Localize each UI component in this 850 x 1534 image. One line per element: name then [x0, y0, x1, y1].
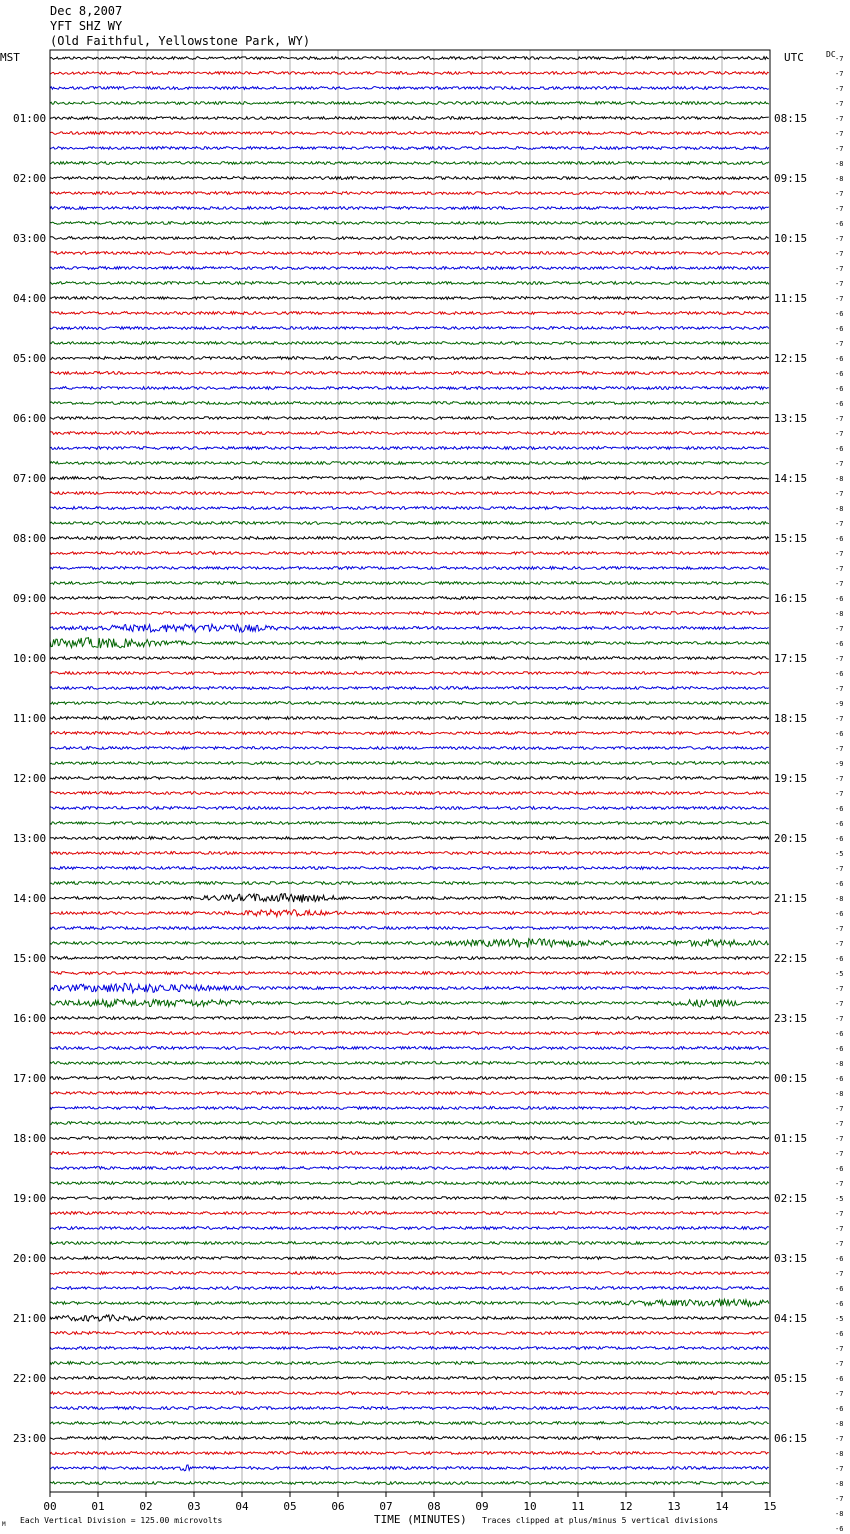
utc-label: UTC	[784, 51, 804, 64]
dc-offset-value: -7	[835, 685, 844, 693]
trace-row	[50, 1152, 769, 1155]
trace-row	[50, 777, 769, 780]
dc-offset-value: -6	[835, 1405, 844, 1413]
dc-offset-value: -6	[835, 1165, 844, 1173]
dc-offset-value: -7	[835, 460, 844, 468]
dc-offset-value: -6	[835, 1300, 844, 1308]
plot-frame	[50, 50, 770, 1492]
mst-hour-label: 11:00	[13, 712, 47, 725]
utc-hour-label: 00:15	[774, 1072, 808, 1085]
trace-row	[50, 507, 769, 510]
dc-offset-value: -7	[835, 145, 844, 153]
utc-hour-label: 09:15	[774, 172, 808, 185]
dc-offset-value: -7	[835, 625, 844, 633]
mst-hour-label: 06:00	[13, 412, 47, 425]
utc-hour-label: 21:15	[774, 892, 808, 905]
dc-offset-value: -5	[835, 1195, 844, 1203]
mst-hour-label: 16:00	[13, 1012, 47, 1025]
x-tick-label: 05	[283, 1500, 297, 1513]
dc-offset-value: -6	[835, 670, 844, 678]
mst-hour-label: 17:00	[13, 1072, 47, 1085]
dc-offset-value: -7	[835, 1345, 844, 1353]
dc-offset-value: -7	[835, 865, 844, 873]
dc-offset-value: -7	[835, 565, 844, 573]
trace-row	[50, 867, 769, 870]
dc-offset-value: -7	[835, 100, 844, 108]
dc-offset-value: -7	[835, 925, 844, 933]
dc-offset-value: -8	[835, 1420, 844, 1428]
mst-hour-label: 02:00	[13, 172, 47, 185]
trace-row	[50, 1299, 769, 1306]
trace-row	[50, 1062, 769, 1065]
mst-hour-label: 05:00	[13, 352, 47, 365]
utc-hour-labels	[774, 112, 807, 1445]
trace-row	[50, 983, 769, 992]
dc-offset-value: -6	[835, 535, 844, 543]
dc-offset-value: -7	[835, 265, 844, 273]
trace-row	[50, 462, 769, 465]
trace-row	[50, 807, 769, 810]
trace-row	[50, 372, 769, 375]
utc-hour-label: 17:15	[774, 652, 808, 665]
mst-hour-label: 09:00	[13, 592, 47, 605]
dc-offset-value: -9	[835, 760, 844, 768]
dc-offset-value: -7	[835, 550, 844, 558]
dc-offset-value: -7	[835, 1360, 844, 1368]
trace-row	[50, 1092, 769, 1095]
dc-offset-value: -8	[835, 475, 844, 483]
dc-offset-value: -6	[835, 385, 844, 393]
dc-offset-value: -7	[835, 1390, 844, 1398]
trace-row	[50, 297, 769, 300]
mst-hour-labels	[13, 112, 46, 1445]
trace-row	[50, 1182, 769, 1185]
dc-offset-value: -7	[835, 1270, 844, 1278]
x-tick-label: 15	[763, 1500, 777, 1513]
dc-offset-value: -7	[835, 190, 844, 198]
x-tick-label: 00	[43, 1500, 57, 1513]
mst-hour-label: 15:00	[13, 952, 47, 965]
mst-hour-label: 04:00	[13, 292, 47, 305]
trace-row	[50, 1362, 769, 1365]
trace-row	[50, 582, 769, 585]
trace-row	[50, 282, 769, 285]
dc-offset-value: -7	[835, 130, 844, 138]
dc-offset-value: -5	[835, 850, 844, 858]
trace-row	[50, 192, 769, 195]
dc-offset-value: -5	[835, 970, 844, 978]
dc-offset-value: -6	[835, 325, 844, 333]
trace-row	[50, 612, 769, 615]
dc-offset-value: -7	[835, 415, 844, 423]
dc-offset-value: -6	[835, 310, 844, 318]
dc-offset-value: -7	[835, 1240, 844, 1248]
dc-offset-value: -7	[835, 520, 844, 528]
trace-row	[50, 1422, 769, 1425]
utc-hour-label: 19:15	[774, 772, 808, 785]
dc-offset-value: -7	[835, 1210, 844, 1218]
vertical-gridlines	[98, 50, 722, 1492]
trace-row	[50, 1137, 769, 1140]
x-axis-label: TIME (MINUTES)	[374, 1513, 467, 1526]
dc-offset-value: -8	[835, 895, 844, 903]
trace-row	[50, 402, 769, 405]
utc-hour-label: 06:15	[774, 1432, 808, 1445]
dc-offset-value: -7	[835, 985, 844, 993]
dc-offset-value: -6	[835, 1375, 844, 1383]
dc-offset-value: -6	[835, 835, 844, 843]
dc-offset-value: -7	[835, 775, 844, 783]
utc-hour-label: 16:15	[774, 592, 808, 605]
dc-offset-value: -8	[835, 1510, 844, 1518]
trace-row	[50, 882, 769, 885]
trace-row	[50, 910, 769, 917]
dc-offset-value: -6	[835, 595, 844, 603]
dc-offset-value: -6	[835, 820, 844, 828]
trace-row	[50, 492, 769, 495]
utc-hour-label: 23:15	[774, 1012, 808, 1025]
dc-offset-value: -6	[835, 1045, 844, 1053]
utc-hour-label: 05:15	[774, 1372, 808, 1385]
trace-row	[50, 972, 769, 975]
trace-row	[50, 177, 769, 180]
trace-row	[50, 1437, 769, 1440]
trace-row	[50, 1227, 769, 1230]
dc-offset-value: -7	[835, 1150, 844, 1158]
utc-hour-label: 15:15	[774, 532, 808, 545]
dc-offset-value: -9	[835, 700, 844, 708]
mst-hour-label: 08:00	[13, 532, 47, 545]
trace-row	[50, 447, 769, 450]
x-tick-label: 03	[187, 1500, 201, 1513]
dc-offset-value: -7	[835, 940, 844, 948]
scale-note: Each Vertical Division = 125.00 microvolts	[20, 1516, 223, 1525]
dc-offset-value: -7	[835, 115, 844, 123]
utc-hour-label: 03:15	[774, 1252, 808, 1265]
trace-row	[50, 312, 769, 315]
trace-row	[50, 1122, 769, 1125]
utc-hour-label: 11:15	[774, 292, 808, 305]
dc-offset-value: -6	[835, 880, 844, 888]
mst-hour-label: 03:00	[13, 232, 47, 245]
trace-row	[50, 717, 769, 720]
dc-offset-value: -7	[835, 85, 844, 93]
mst-hour-label: 21:00	[13, 1312, 47, 1325]
dc-offset-value: -6	[835, 370, 844, 378]
trace-row	[50, 552, 769, 555]
trace-row	[50, 894, 769, 903]
trace-row	[50, 687, 769, 690]
trace-row	[50, 852, 769, 855]
trace-row	[50, 957, 769, 960]
x-tick-label: 13	[667, 1500, 681, 1513]
trace-row	[50, 207, 769, 210]
trace-row	[50, 1452, 769, 1455]
trace-row	[50, 732, 769, 735]
dc-offset-value: -6	[835, 910, 844, 918]
x-tick-label: 08	[427, 1500, 441, 1513]
trace-row	[50, 162, 769, 165]
dc-offset-value: -6	[835, 1255, 844, 1263]
dc-offset-value: -8	[835, 1060, 844, 1068]
trace-row	[50, 1047, 769, 1050]
x-tick-label: 07	[379, 1500, 393, 1513]
trace-row	[50, 1197, 769, 1200]
trace-row	[50, 1465, 769, 1471]
mst-hour-label: 23:00	[13, 1432, 47, 1445]
trace-row	[50, 252, 769, 255]
trace-row	[50, 822, 769, 825]
station-code: YFT SHZ WY	[50, 19, 123, 33]
trace-row	[50, 939, 769, 948]
dc-offset-value: -6	[835, 400, 844, 408]
dc-offset-value: -6	[835, 640, 844, 648]
dc-offset-value: -7	[835, 1015, 844, 1023]
trace-row	[50, 237, 769, 240]
trace-row	[50, 102, 769, 105]
trace-row	[50, 1242, 769, 1245]
trace-row	[50, 477, 769, 480]
x-tick-label: 04	[235, 1500, 249, 1513]
trace-row	[50, 87, 769, 90]
dc-offset-value: -7	[835, 70, 844, 78]
dc-offset-value: -7	[835, 340, 844, 348]
station-location: (Old Faithful, Yellowstone Park, WY)	[50, 34, 311, 48]
dc-offset-value: -7	[835, 1465, 844, 1473]
dc-offset-value: -6	[835, 1285, 844, 1293]
utc-hour-label: 18:15	[774, 712, 808, 725]
trace-row	[50, 357, 769, 360]
trace-row	[50, 1377, 769, 1380]
trace-row	[50, 1407, 769, 1410]
clip-note: Traces clipped at plus/minus 5 vertical divisions	[482, 1516, 719, 1525]
dc-offset-value: -7	[835, 790, 844, 798]
trace-row	[50, 1315, 769, 1321]
utc-hour-label: 22:15	[774, 952, 808, 965]
trace-row	[50, 1107, 769, 1110]
x-tick-label: 09	[475, 1500, 489, 1513]
dc-offset-value: -8	[835, 610, 844, 618]
trace-row	[50, 672, 769, 675]
dc-offset-value: -5	[835, 1315, 844, 1323]
dc-offset-value: -6	[835, 730, 844, 738]
trace-row	[50, 222, 769, 225]
trace-row	[50, 327, 769, 330]
dc-offset-value: -8	[835, 1450, 844, 1458]
trace-row	[50, 537, 769, 540]
x-tick-label: 12	[619, 1500, 633, 1513]
trace-row	[50, 1392, 769, 1395]
trace-row	[50, 132, 769, 135]
plot-date: Dec 8,2007	[50, 4, 123, 18]
trace-row	[50, 624, 769, 632]
mst-hour-label: 19:00	[13, 1192, 47, 1205]
trace-row	[50, 1032, 769, 1035]
dc-offset-value: -8	[835, 160, 844, 168]
dc-offset-value: -6	[835, 805, 844, 813]
dc-offset-value: -7	[835, 1180, 844, 1188]
trace-row	[50, 927, 769, 930]
dc-offset-value: -7	[835, 655, 844, 663]
trace-row	[50, 1212, 769, 1215]
dc-offset-value: -6	[835, 355, 844, 363]
dc-offset-value: -6	[835, 220, 844, 228]
trace-row	[50, 57, 769, 60]
trace-row	[50, 638, 769, 649]
mst-label: MST	[0, 51, 20, 64]
x-tick-label: 06	[331, 1500, 345, 1513]
corner-mark: M	[2, 1521, 6, 1528]
dc-offset-value: -7	[835, 580, 844, 588]
x-tick-label: 10	[523, 1500, 537, 1513]
x-tick-label: 02	[139, 1500, 153, 1513]
dc-offset-value: -8	[835, 1090, 844, 1098]
dc-offset-value: -7	[835, 280, 844, 288]
dc-offset-value: -7	[835, 1120, 844, 1128]
dc-offset-value: -7	[835, 715, 844, 723]
dc-offset-value: -7	[835, 1135, 844, 1143]
utc-hour-label: 04:15	[774, 1312, 808, 1325]
trace-row	[50, 792, 769, 795]
trace-row	[50, 117, 769, 120]
dc-offset-value: -7	[835, 295, 844, 303]
dc-offset-value: -7	[835, 250, 844, 258]
trace-row	[50, 999, 769, 1007]
time-axis	[43, 1492, 776, 1513]
trace-row	[50, 1257, 769, 1260]
dc-offset-labels	[835, 55, 843, 1533]
mst-hour-label: 01:00	[13, 112, 47, 125]
dc-offset-value: -6	[835, 445, 844, 453]
dc-offset-value: -6	[835, 1525, 844, 1533]
dc-offset-value: -7	[835, 1105, 844, 1113]
dc-offset-value: -7	[835, 1225, 844, 1233]
trace-row	[50, 1482, 769, 1485]
trace-row	[50, 1077, 769, 1080]
mst-hour-label: 13:00	[13, 832, 47, 845]
trace-row	[50, 597, 769, 600]
dc-offset-value: -7	[835, 1495, 844, 1503]
utc-hour-label: 10:15	[774, 232, 808, 245]
dc-offset-value: -7	[835, 235, 844, 243]
trace-row	[50, 522, 769, 525]
dc-offset-value: -7	[835, 1000, 844, 1008]
trace-row	[50, 1332, 769, 1335]
trace-row	[50, 1347, 769, 1350]
trace-row	[50, 432, 769, 435]
utc-hour-label: 02:15	[774, 1192, 808, 1205]
utc-hour-label: 13:15	[774, 412, 808, 425]
dc-offset-value: -7	[835, 430, 844, 438]
dc-offset-value: -8	[835, 175, 844, 183]
dc-offset-value: -7	[835, 205, 844, 213]
trace-row	[50, 1017, 769, 1020]
trace-row	[50, 747, 769, 750]
x-tick-label: 01	[91, 1500, 105, 1513]
dc-offset-value: -8	[835, 505, 844, 513]
trace-row	[50, 1167, 769, 1170]
utc-hour-label: 01:15	[774, 1132, 808, 1145]
trace-group	[50, 57, 769, 1485]
trace-row	[50, 417, 769, 420]
trace-row	[50, 72, 769, 75]
dc-offset-value: -7	[835, 55, 844, 63]
trace-row	[50, 1272, 769, 1275]
dc-offset-value: -6	[835, 1075, 844, 1083]
trace-row	[50, 267, 769, 270]
trace-row	[50, 762, 769, 765]
utc-hour-label: 20:15	[774, 832, 808, 845]
mst-hour-label: 07:00	[13, 472, 47, 485]
trace-row	[50, 837, 769, 840]
mst-hour-label: 18:00	[13, 1132, 47, 1145]
x-tick-label: 14	[715, 1500, 729, 1513]
utc-hour-label: 08:15	[774, 112, 808, 125]
trace-row	[50, 657, 769, 660]
mst-hour-label: 22:00	[13, 1372, 47, 1385]
dc-label: DC	[826, 50, 836, 59]
mst-hour-label: 12:00	[13, 772, 47, 785]
x-tick-label: 11	[571, 1500, 585, 1513]
dc-offset-value: -6	[835, 1330, 844, 1338]
trace-row	[50, 387, 769, 390]
trace-row	[50, 1287, 769, 1290]
dc-offset-value: -7	[835, 1435, 844, 1443]
trace-row	[50, 147, 769, 150]
mst-hour-label: 14:00	[13, 892, 47, 905]
mst-hour-label: 10:00	[13, 652, 47, 665]
utc-hour-label: 14:15	[774, 472, 808, 485]
dc-offset-value: -7	[835, 490, 844, 498]
dc-offset-value: -8	[835, 1480, 844, 1488]
trace-row	[50, 567, 769, 570]
mst-hour-label: 20:00	[13, 1252, 47, 1265]
trace-row	[50, 702, 769, 705]
utc-hour-label: 12:15	[774, 352, 808, 365]
dc-offset-value: -6	[835, 1030, 844, 1038]
dc-offset-value: -6	[835, 955, 844, 963]
trace-row	[50, 342, 769, 345]
dc-offset-value: -7	[835, 745, 844, 753]
